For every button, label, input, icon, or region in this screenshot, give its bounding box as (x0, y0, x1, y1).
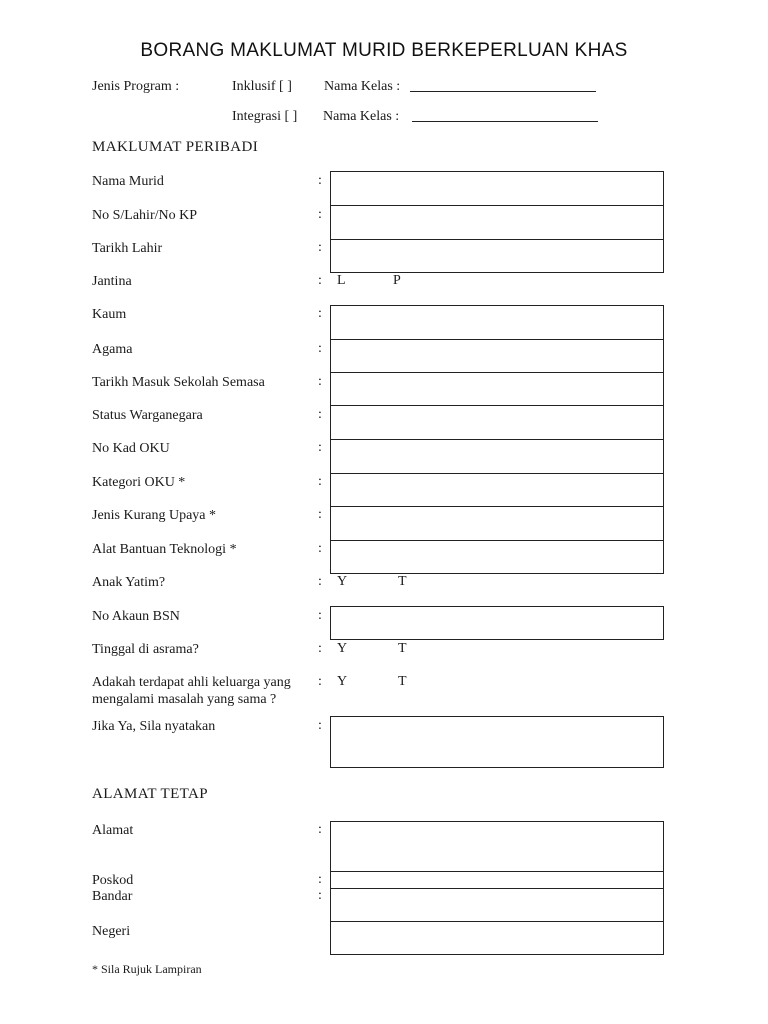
colon: : (318, 608, 322, 623)
program-label: Jenis Program : (92, 79, 180, 94)
label-jantina: Jantina (92, 274, 132, 289)
label-alat-bantuan: Alat Bantuan Teknologi * (92, 542, 237, 557)
input-jenis-kurang-upaya[interactable] (330, 506, 664, 541)
label-tarikh-masuk: Tarikh Masuk Sekolah Semasa (92, 375, 265, 390)
kelas-integrasi-field[interactable] (412, 121, 598, 122)
label-negeri: Negeri (92, 924, 131, 939)
colon: : (318, 822, 322, 837)
colon: : (318, 574, 322, 589)
colon: : (318, 374, 322, 389)
input-poskod[interactable] (330, 871, 664, 889)
colon: : (318, 440, 322, 455)
colon: : (318, 872, 322, 887)
label-poskod: Poskod (92, 873, 134, 888)
anak-yatim-t-option[interactable]: T (398, 574, 407, 589)
label-tinggal-asrama: Tinggal di asrama? (92, 642, 199, 657)
label-no-akaun-bsn: No Akaun BSN (92, 609, 180, 624)
label-bandar: Bandar (92, 889, 133, 904)
colon: : (318, 240, 322, 255)
label-kaum: Kaum (92, 307, 127, 322)
input-nama-murid[interactable] (330, 171, 664, 206)
asrama-y-option[interactable]: Y (337, 641, 348, 656)
colon: : (318, 674, 322, 689)
label-agama: Agama (92, 342, 133, 357)
label-kategori-oku: Kategori OKU * (92, 475, 186, 490)
colon: : (318, 474, 322, 489)
integrasi-option[interactable]: Integrasi [ ] (232, 109, 298, 124)
input-tarikh-lahir[interactable] (330, 239, 664, 273)
jantina-l-option[interactable]: L (337, 273, 346, 288)
form-title: BORANG MAKLUMAT MURID BERKEPERLUAN KHAS (140, 40, 628, 61)
label-no-kp: No S/Lahir/No KP (92, 208, 197, 223)
input-no-akaun-bsn[interactable] (330, 606, 664, 640)
label-status-warganegara: Status Warganegara (92, 408, 203, 423)
label-tarikh-lahir: Tarikh Lahir (92, 241, 163, 256)
kelas-label-integrasi: Nama Kelas : (323, 109, 400, 124)
jantina-p-option[interactable]: P (393, 273, 401, 288)
section-alamat-tetap: ALAMAT TETAP (92, 786, 208, 802)
inklusif-option[interactable]: Inklusif [ ] (232, 79, 292, 94)
colon: : (318, 273, 322, 288)
colon: : (318, 507, 322, 522)
colon: : (318, 207, 322, 222)
colon: : (318, 173, 322, 188)
keluarga-y-option[interactable]: Y (337, 674, 348, 689)
label-ahli-keluarga-line2: mengalami masalah yang sama ? (92, 692, 277, 707)
colon: : (318, 718, 322, 733)
label-anak-yatim: Anak Yatim? (92, 575, 166, 590)
colon: : (318, 641, 322, 656)
kelas-inklusif-field[interactable] (410, 91, 596, 92)
input-tarikh-masuk[interactable] (330, 372, 664, 406)
colon: : (318, 306, 322, 321)
asrama-t-option[interactable]: T (398, 641, 407, 656)
input-kaum[interactable] (330, 305, 664, 340)
keluarga-t-option[interactable]: T (398, 674, 407, 689)
input-agama[interactable] (330, 339, 664, 373)
input-alamat[interactable] (330, 821, 664, 872)
kelas-label-inklusif: Nama Kelas : (324, 79, 401, 94)
footnote: * Sila Rujuk Lampiran (92, 962, 202, 976)
label-nama-murid: Nama Murid (92, 174, 164, 189)
input-no-kp[interactable] (330, 205, 664, 240)
colon: : (318, 341, 322, 356)
section-maklumat-peribadi: MAKLUMAT PERIBADI (92, 139, 259, 155)
anak-yatim-y-option[interactable]: Y (337, 574, 348, 589)
input-status-warganegara[interactable] (330, 405, 664, 440)
colon: : (318, 541, 322, 556)
input-alat-bantuan[interactable] (330, 540, 664, 574)
input-kategori-oku[interactable] (330, 473, 664, 507)
input-no-kad-oku[interactable] (330, 439, 664, 474)
input-negeri[interactable] (330, 921, 664, 955)
label-jenis-kurang-upaya: Jenis Kurang Upaya * (92, 508, 217, 523)
input-jika-ya[interactable] (330, 716, 664, 768)
label-ahli-keluarga-line1: Adakah terdapat ahli keluarga yang (92, 675, 291, 690)
colon: : (318, 407, 322, 422)
colon: : (318, 888, 322, 903)
label-jika-ya: Jika Ya, Sila nyatakan (92, 719, 216, 734)
label-no-kad-oku: No Kad OKU (92, 441, 170, 456)
input-bandar[interactable] (330, 888, 664, 922)
label-alamat: Alamat (92, 823, 134, 838)
